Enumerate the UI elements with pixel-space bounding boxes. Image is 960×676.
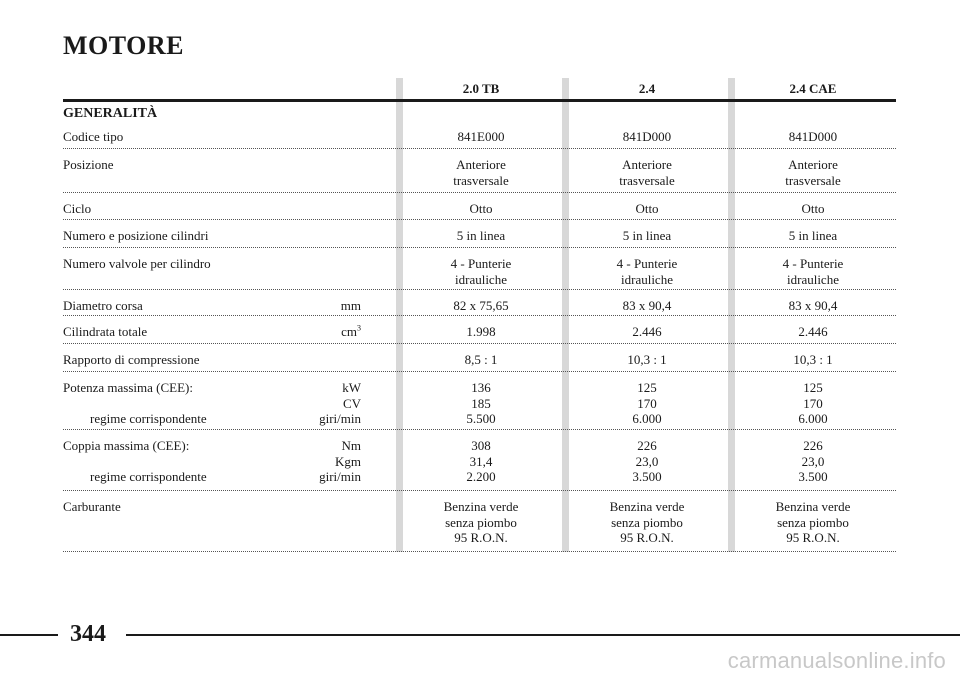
value-text: idrauliche bbox=[621, 271, 673, 287]
value-2-0-tb bbox=[401, 157, 561, 188]
table-row bbox=[63, 320, 896, 344]
unit-text bbox=[263, 454, 361, 470]
unit-superscript: 3 bbox=[357, 323, 361, 333]
value-text: Benzina verde bbox=[609, 499, 685, 514]
value-text: Otto bbox=[801, 201, 825, 216]
footer-rule-right bbox=[126, 634, 960, 636]
value-2-0-tb bbox=[401, 228, 561, 244]
row-label bbox=[63, 352, 361, 368]
value-text: senza piombo bbox=[611, 514, 683, 530]
unit-label: CV bbox=[342, 395, 361, 411]
column-header-2-4-cae: 2.4 CAE bbox=[789, 81, 837, 96]
value-text: 226 bbox=[803, 438, 823, 453]
value-2-4 bbox=[567, 438, 727, 485]
value-text: Benzina verde bbox=[775, 499, 851, 514]
value-text: idrauliche bbox=[787, 271, 839, 287]
value-text: 136 bbox=[471, 380, 491, 395]
page-title: MOTORE bbox=[63, 31, 184, 60]
value-text: 170 bbox=[803, 395, 823, 411]
row-sublabel: regime corrispondente bbox=[90, 469, 207, 484]
row-label-text: Diametro corsa bbox=[63, 298, 143, 313]
value-2-4 bbox=[567, 228, 727, 244]
value-2-4-cae bbox=[733, 129, 893, 145]
value-text: 170 bbox=[637, 395, 657, 411]
value-2-4-cae bbox=[733, 201, 893, 217]
value-2-4-cae bbox=[733, 380, 893, 427]
value-text: Anteriore bbox=[456, 157, 506, 172]
row-label bbox=[63, 129, 361, 145]
value-text: 1.998 bbox=[466, 324, 496, 339]
value-text: 2.446 bbox=[632, 324, 662, 339]
value-2-0-tb bbox=[401, 298, 561, 314]
value-text: 5 in linea bbox=[456, 228, 506, 243]
value-2-4 bbox=[567, 129, 727, 145]
table-row bbox=[63, 153, 896, 193]
row-label-text: Cilindrata totale bbox=[63, 324, 148, 339]
table-row bbox=[63, 125, 896, 149]
value-text: 125 bbox=[637, 380, 657, 395]
value-2-4 bbox=[567, 380, 727, 427]
value-text: senza piombo bbox=[445, 514, 517, 530]
value-text: 4 - Punterie bbox=[616, 256, 678, 271]
value-text: 23,0 bbox=[635, 453, 659, 469]
table-row bbox=[63, 294, 896, 316]
value-2-4-cae bbox=[733, 499, 893, 546]
value-text: 31,4 bbox=[469, 453, 493, 469]
row-label bbox=[63, 201, 361, 217]
row-label bbox=[63, 256, 361, 272]
value-text: 10,3 : 1 bbox=[627, 352, 667, 367]
unit-label: giri/min bbox=[319, 411, 361, 426]
row-label-text: Codice tipo bbox=[63, 129, 124, 144]
unit-text bbox=[263, 396, 361, 412]
column-header-2-4: 2.4 bbox=[638, 81, 656, 96]
table-row bbox=[63, 197, 896, 220]
value-2-0-tb bbox=[401, 499, 561, 546]
value-text: 8,5 : 1 bbox=[464, 352, 498, 367]
value-2-0-tb bbox=[401, 201, 561, 217]
value-2-4-cae bbox=[733, 438, 893, 485]
value-text: Otto bbox=[635, 201, 659, 216]
row-label-text: Numero valvole per cilindro bbox=[63, 256, 211, 271]
value-text: 5 in linea bbox=[622, 228, 672, 243]
value-text: 3.500 bbox=[798, 469, 828, 484]
unit-label: kW bbox=[342, 380, 361, 395]
row-label-text: Carburante bbox=[63, 499, 121, 514]
value-text: 5 in linea bbox=[788, 228, 838, 243]
value-text: Anteriore bbox=[788, 157, 838, 172]
value-2-4-cae bbox=[733, 228, 893, 244]
value-2-4 bbox=[567, 298, 727, 314]
table-row bbox=[63, 348, 896, 372]
unit-label: giri/min bbox=[319, 469, 361, 484]
row-label-text: Potenza massima (CEE): bbox=[63, 380, 193, 395]
value-text: 4 - Punterie bbox=[450, 256, 512, 271]
value-text: 95 R.O.N. bbox=[786, 530, 840, 545]
value-text: Anteriore bbox=[622, 157, 672, 172]
value-text: 2.200 bbox=[466, 469, 496, 484]
value-2-4-cae bbox=[733, 298, 893, 314]
value-text: 95 R.O.N. bbox=[620, 530, 674, 545]
row-label-text: Posizione bbox=[63, 157, 114, 172]
value-text: 226 bbox=[637, 438, 657, 453]
value-2-4-cae bbox=[733, 324, 893, 340]
value-2-0-tb bbox=[401, 324, 561, 340]
value-text: trasversale bbox=[785, 172, 841, 188]
value-2-0-tb bbox=[401, 438, 561, 485]
value-text: 83 x 90,4 bbox=[788, 298, 838, 313]
value-2-0-tb bbox=[401, 129, 561, 145]
value-text: 3.500 bbox=[632, 469, 662, 484]
value-text: 308 bbox=[471, 438, 491, 453]
page-number: 344 bbox=[70, 621, 106, 647]
value-text: 2.446 bbox=[798, 324, 828, 339]
unit-text bbox=[263, 380, 361, 396]
table-row bbox=[63, 376, 896, 430]
row-units bbox=[263, 380, 361, 427]
unit-text bbox=[263, 469, 361, 485]
value-2-4-cae bbox=[733, 256, 893, 287]
unit-text bbox=[263, 298, 361, 314]
value-text: senza piombo bbox=[777, 514, 849, 530]
table-row bbox=[63, 495, 896, 552]
value-text: 841D000 bbox=[788, 129, 838, 144]
unit-label: Nm bbox=[341, 438, 361, 453]
value-text: 10,3 : 1 bbox=[793, 352, 833, 367]
row-label bbox=[63, 157, 361, 173]
unit-text bbox=[263, 411, 361, 427]
row-label bbox=[63, 228, 361, 244]
table-row bbox=[63, 252, 896, 290]
header-rule bbox=[63, 99, 896, 102]
row-units bbox=[263, 324, 361, 340]
value-text: trasversale bbox=[453, 172, 509, 188]
value-2-4 bbox=[567, 324, 727, 340]
value-text: 23,0 bbox=[801, 453, 825, 469]
row-sublabel: regime corrispondente bbox=[90, 411, 207, 426]
value-2-0-tb bbox=[401, 256, 561, 287]
unit-label: mm bbox=[340, 298, 361, 313]
unit-text bbox=[263, 438, 361, 454]
value-2-4-cae bbox=[733, 352, 893, 368]
row-units bbox=[263, 298, 361, 314]
unit-text bbox=[263, 324, 361, 340]
value-text: Benzina verde bbox=[443, 499, 519, 514]
value-text: Otto bbox=[469, 201, 493, 216]
row-label bbox=[63, 499, 361, 515]
row-label-text: Rapporto di compressione bbox=[63, 352, 200, 367]
value-text: 6.000 bbox=[798, 411, 828, 426]
value-text: 841D000 bbox=[622, 129, 672, 144]
table-header bbox=[63, 78, 896, 98]
value-2-0-tb bbox=[401, 352, 561, 368]
value-text: 5.500 bbox=[466, 411, 496, 426]
value-2-4 bbox=[567, 499, 727, 546]
row-units bbox=[263, 438, 361, 485]
value-2-4-cae bbox=[733, 157, 893, 188]
value-2-4 bbox=[567, 352, 727, 368]
row-label-text: Coppia massima (CEE): bbox=[63, 438, 190, 453]
value-2-0-tb bbox=[401, 380, 561, 427]
row-label-text: Numero e posizione cilindri bbox=[63, 228, 209, 243]
value-text: idrauliche bbox=[455, 271, 507, 287]
section-title: GENERALITÀ bbox=[63, 106, 158, 121]
unit-label: Kgm bbox=[335, 453, 361, 469]
value-2-4 bbox=[567, 256, 727, 287]
unit-label: cm bbox=[341, 324, 357, 339]
value-text: 83 x 90,4 bbox=[622, 298, 672, 313]
value-2-4 bbox=[567, 157, 727, 188]
value-text: 95 R.O.N. bbox=[454, 530, 508, 545]
value-text: trasversale bbox=[619, 172, 675, 188]
table-row bbox=[63, 434, 896, 491]
value-text: 185 bbox=[471, 395, 491, 411]
value-text: 4 - Punterie bbox=[782, 256, 844, 271]
row-label-text: Ciclo bbox=[63, 201, 92, 216]
value-text: 125 bbox=[803, 380, 823, 395]
value-text: 841E000 bbox=[457, 129, 505, 144]
value-2-4 bbox=[567, 201, 727, 217]
value-text: 6.000 bbox=[632, 411, 662, 426]
table-row bbox=[63, 224, 896, 248]
column-header-2-0-tb: 2.0 TB bbox=[462, 81, 500, 96]
footer-rule-left bbox=[0, 634, 58, 636]
value-text: 82 x 75,65 bbox=[453, 298, 509, 313]
watermark: carmanualsonline.info bbox=[727, 648, 946, 673]
